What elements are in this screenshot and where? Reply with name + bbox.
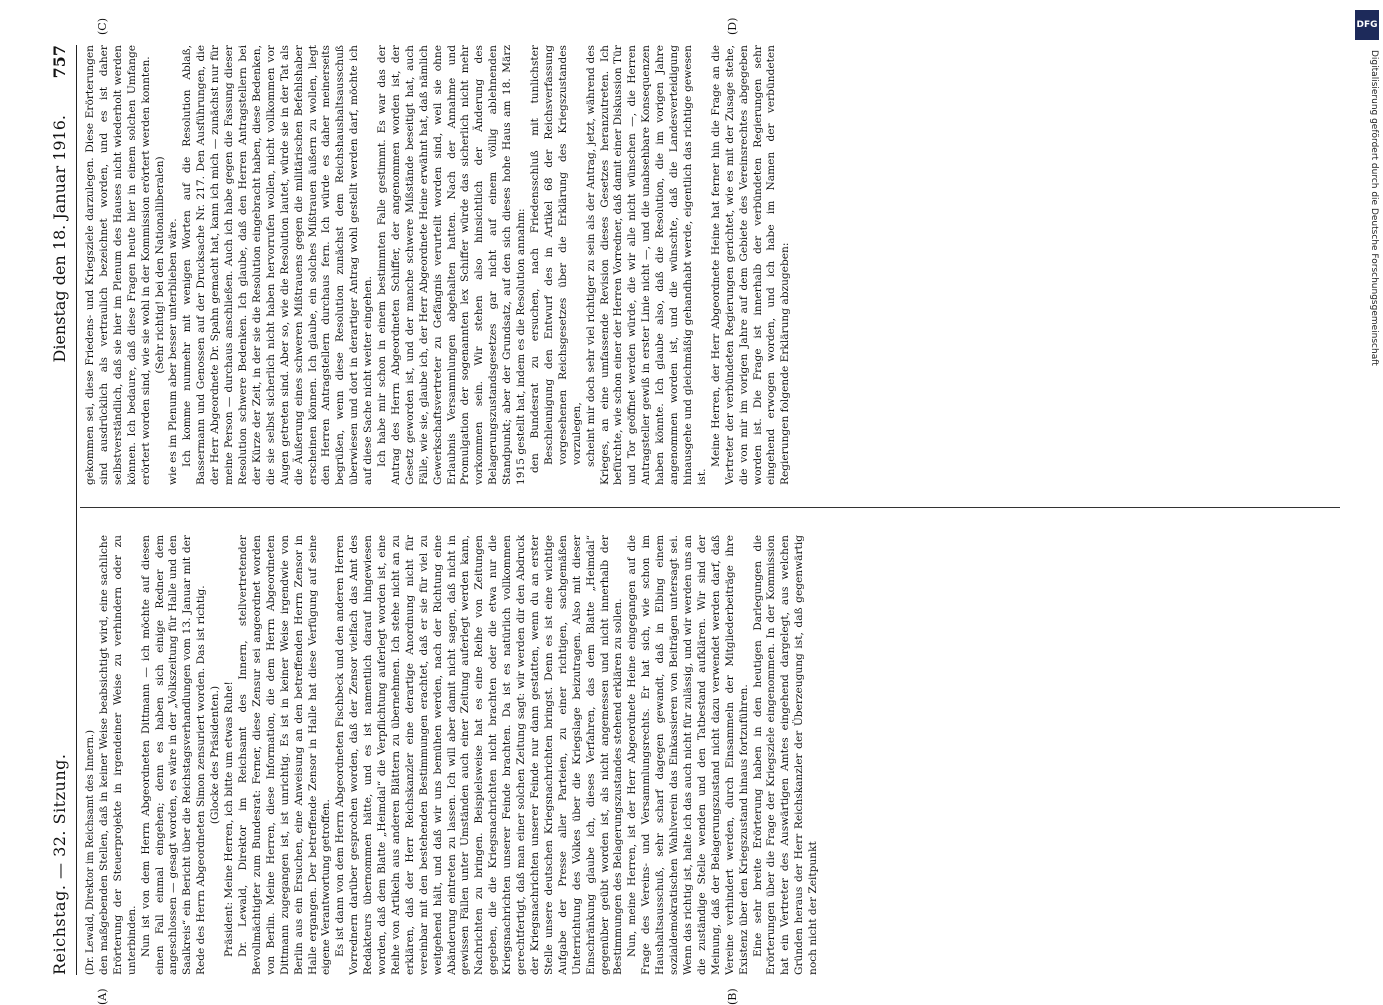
paragraph: den maßgebenden Stellen, daß in keiner Weise beabsichtigt wird, eine sachliche Erörterung der Steuerprojekte in irgendeiner Weise zu verhindern oder zu unterbinden. [97,535,138,975]
paragraph: Es ist dann von dem Herrn Abgeordneten Fischbeck und den anderen Herren Vorrednern darüber gesprochen worden, daß der Zensor vielfach das Amt des Redakteurs übernommen hätte, und es ist namentlich darauf hingewiesen worden, daß dem Blatte „Heimdal“ die Verpflichtung auferlegt worden ist, eine Reihe von Artikeln aus anderen Blättern zu übernehmen. Ich stehe nicht an zu erklären, daß der Herr Reichskanzler eine derartige Anordnung nicht für vereinbar mit den bestehenden Bestimmungen erachtet, daß er sie für viel zu weitgehend hält, und daß wir uns bemühen werden, nach der Richtung eine Abänderung eintreten zu lassen. Ich will aber damit nicht sagen, daß nicht in gewissen Fällen unter Umständen auch einer Zeitung auferlegt werden kann, Nachrichten zu bringen. Beispielsweise hat es eine Reihe von Zeitungen gegeben, die die Kriegsnachrichten nicht brachten oder die etwa nur die Kriegsnachrichten unserer Feinde brachten. Da ist es natürlich vollkommen gerechtfertigt, daß man einer solchen Zeitung sagt: wir werden dir den Abdruck der Kriegsnachrichten unserer Feinde nur dann gestatten, wenn du an erster Stelle unsere deutschen Kriegsnachrichten bringst. Denn es ist eine wichtige Aufgabe der Presse aller Parteien, zu einer richtigen, sachgemäßen Unterrichtung des Volkes über die Kriegslage beizutragen. Also mit dieser Einschränkung glaube ich, dieses Verfahren, das dem Blatte „Heimdal“ gegenüber geübt worden ist, als nicht angemessen und nicht innerhalb der Bestimmungen des Belagerungszustandes stehend erklären zu sollen. [334,535,625,975]
paragraph: gekommen sei, diese Friedens- und Kriegsziele darzulegen. Diese Erörterungen sind ausdrücklich als vertraulich bezeichnet worden, und es ist daher selbstverständlich, daß sie hier im Plenum des Hauses nicht wiederholt werden können. Ich bedaure, daß diese Fragen heute hier in einem solchen Umfange erörtert worden sind, wie sie wohl in der Kommission erörtert werden konnten. [84,45,152,485]
paragraph: (Glocke des Präsidenten.) [209,685,222,825]
page-number: 757 [49,45,69,79]
paragraph: scheint mir doch sehr viel richtiger zu sein als der Antrag, jetzt, während des Krieges, an eine umfassende Revision dieses Gesetzes heranzutreten. Ich befürchte, wie schon einer der Herren Vorredner, daß damit einer Diskussion Tür und Tor geöffnet werden würde, die wir alle nicht wünschen —, die Herren Antragsteller gewiß in erster Linie nicht —, und die unabsehbare Konsequenzen haben könnte. Ich glaube also, daß die Resolution, die im vorigen Jahre angenommen worden ist, und die wünschte, daß die Landesverteidigung hinausgehe und gleichmäßig gehandhabt werde, eigentlich das richtige gewesen ist. [584,45,708,485]
side-credit [1351,10,1379,990]
margin-marker-c: (C) [96,18,109,35]
header-rule [76,45,77,975]
paragraph: Ich komme nunmehr mit wenigen Worten auf die Resolution Ablaß, Bassermann und Genossen auf der Drucksache Nr. 217. Den Ausführungen, die der Herr Abgeordnete Dr. Spahn gemacht hat, kann ich mich — zunächst nur für meine Person — durchaus anschließen. Auch ich habe gegen die Fassung dieser Resolution schwere Bedenken. Ich glaube, daß den Herren Antragstellern bei der Kürze der Zeit, in der sie die Resolution eingebracht haben, diese Bedenken, die sie selbst sicherlich nicht haben hervorrufen wollen, nicht vollkommen vor Augen getreten sind. Aber so, wie die Resolution lautet, würde sie in der Tat als die Äußerung eines schweren Mißtrauens gegen die militärischen Befehlshaber erscheinen können. Ich glaube, ein solches Mißtrauen äußern zu wollen, liegt den Herren Antragstellern durchaus fern. Ich würde es daher meinerseits begrüßen, wenn diese Resolution zunächst dem Reichshaushaltsausschuß überwiesen und dort in derartiger Antrag wohl gestellt werden darf, möchte ich auf diese Sache nicht weiter eingehen. [181,45,375,485]
paragraph: Präsident: Meine Herren, ich bitte um etwas Ruhe! [223,681,236,957]
margin-marker-a: (A) [96,988,109,1005]
paragraph: den Bundesrat zu ersuchen, nach Friedensschluß mit tunlichster Beschleunigung den Entwurf des in Artikel 68 der Reichsverfassung vorgesehenen Reichsgesetzes über die Erklärung des Kriegszustandes vorzulegen, [529,45,583,473]
dfg-logo: DFG [1355,10,1379,40]
paragraph: Eine sehr breite Erörterung haben in den heutigen Darlegungen die Erörterungen über die Frage der Kriegsziele eingenommen. In der Kommission hat ein Vertreter des Auswärtigen Amtes eingehend dargelegt, aus welchen Gründen heraus der Herr Reichskanzler der Überzeugung ist, daß gegenwärtig noch nicht der Zeitpunkt [751,535,820,975]
paragraph: (Dr. Lewald, Direktor im Reichsamt des Innern.) [85,730,96,975]
page-header [46,45,72,975]
paragraph: Dr. Lewald, Direktor im Reichsamt des Innern, stellvertretender Bevollmächtigter zum Bundesrat: Ferner, diese Zensur sei angeordnet worden von Berlin. Meine Herren, diese Information, die dem Herrn Abgeordneten Dittmann zugegangen ist, ist unrichtig. Es ist in keiner Weise irgendwie von Berlin aus ein Ersuchen, eine Anweisung an den betreffenden Herrn Zensor in Halle ergangen. Der betreffende Zensor in Halle hat diese Verfügung auf seine eigene Verantwortung getroffen. [236,535,333,975]
paragraph: Meine Herren, der Herr Abgeordnete Heine hat ferner hin die Frage an die Vertreter der verbündeten Regierungen gerichtet, wie es mit der Zusage stehe, die von mir im vorigen Jahre auf dem Gebiete des Vereinsrechtes abgegeben worden ist. Die Frage ist innerhalb der verbündeten Regierungen sehr eingehend erwogen worden, und ich habe im Namen der verbündeten Regierungen folgende Erklärung abzugeben: [709,45,792,485]
paragraph: Nun, meine Herren, ist der Herr Abgeordnete Heine eingegangen auf die Frage des Vereins- und Versammlungsrechts. Er hat sich, wie schon im Haushaltsausschuß, sehr scharf dagegen gewandt, daß in Elbing einem sozialdemokratischen Wahlverein das Einkassieren von Beiträgen untersagt sei. Wenn das richtig ist, halte ich das auch nicht für zulässig, und wir werden uns an die zuständige Stelle wenden und den Tatbestand aufklären. Wir sind der Meinung, daß der Belagerungszustand nicht dazu verwendet werden darf, daß Vereine verhindert werden, durch Einsammeln der Mitgliederbeiträge ihre Existenz über den Kriegszustand hinaus fortzuführen. [626,535,750,975]
paragraph: Nun ist von dem Herrn Abgeordneten Dittmann — ich möchte auf diesen einen Fall einmal eingehen; denn es haben sich einige Redner dem angeschlossen — gesagt worden, es wäre in der „Volkszeitung für Halle und den Saalkreis“ ein Bericht über die Reichstagsverhandlungen vom 13. Januar mit der Rede des Herrn Abgeordneten Simon zensuriert worden. Das ist richtig. [139,535,208,975]
right-column [84,45,1374,485]
paragraph: (Sehr richtig! bei den Nationalliberalen) [153,156,166,374]
margin-marker-b: (B) [726,988,739,1005]
rotated-page-content [46,0,1346,1005]
column-divider [80,507,1340,508]
left-column [84,535,1374,975]
paragraph: Ich habe mir schon in einem bestimmten Falle gestimmt. Es war das der Antrag des Herrn Abgeordneten Schiffer, der angenommen worden ist, der Gesetz geworden ist, und der manche schwere Mißstände beseitigt hat, auch Fälle, wie sie, glaube ich, der Herr Abgeordnete Heine erwähnt hat, daß nämlich Gewerkschaftsvertreter zu Gefängnis verurteilt worden sind, weil sie ohne Erlaubnis Versammlungen abgehalten hatten. Nach der Annahme und Promulgation der sogenannten lex Schiffer würde das sicherlich nicht mehr vorkommen sein. Wir stehen also hinsichtlich der Änderung des Belagerungszustandsgesetzes gar nicht auf einem völlig ablehnenden Standpunkt; aber der Grundsatz, auf den sich dieses hohe Haus am 18. März 1915 gestellt hat, indem es die Resolution annahm: [376,45,528,485]
header-left: Reichstag. — 32. Sitzung. [49,753,69,975]
paragraph: wie es im Plenum aber besser unterblieben wäre. [167,218,180,485]
header-date: Dienstag den 18. Januar 1916. [49,115,69,363]
margin-marker-d: (D) [726,17,739,35]
digitization-credit: Digitalisierung gefördert durch die Deutsche Forschungsgemeinschaft [1369,50,1379,366]
